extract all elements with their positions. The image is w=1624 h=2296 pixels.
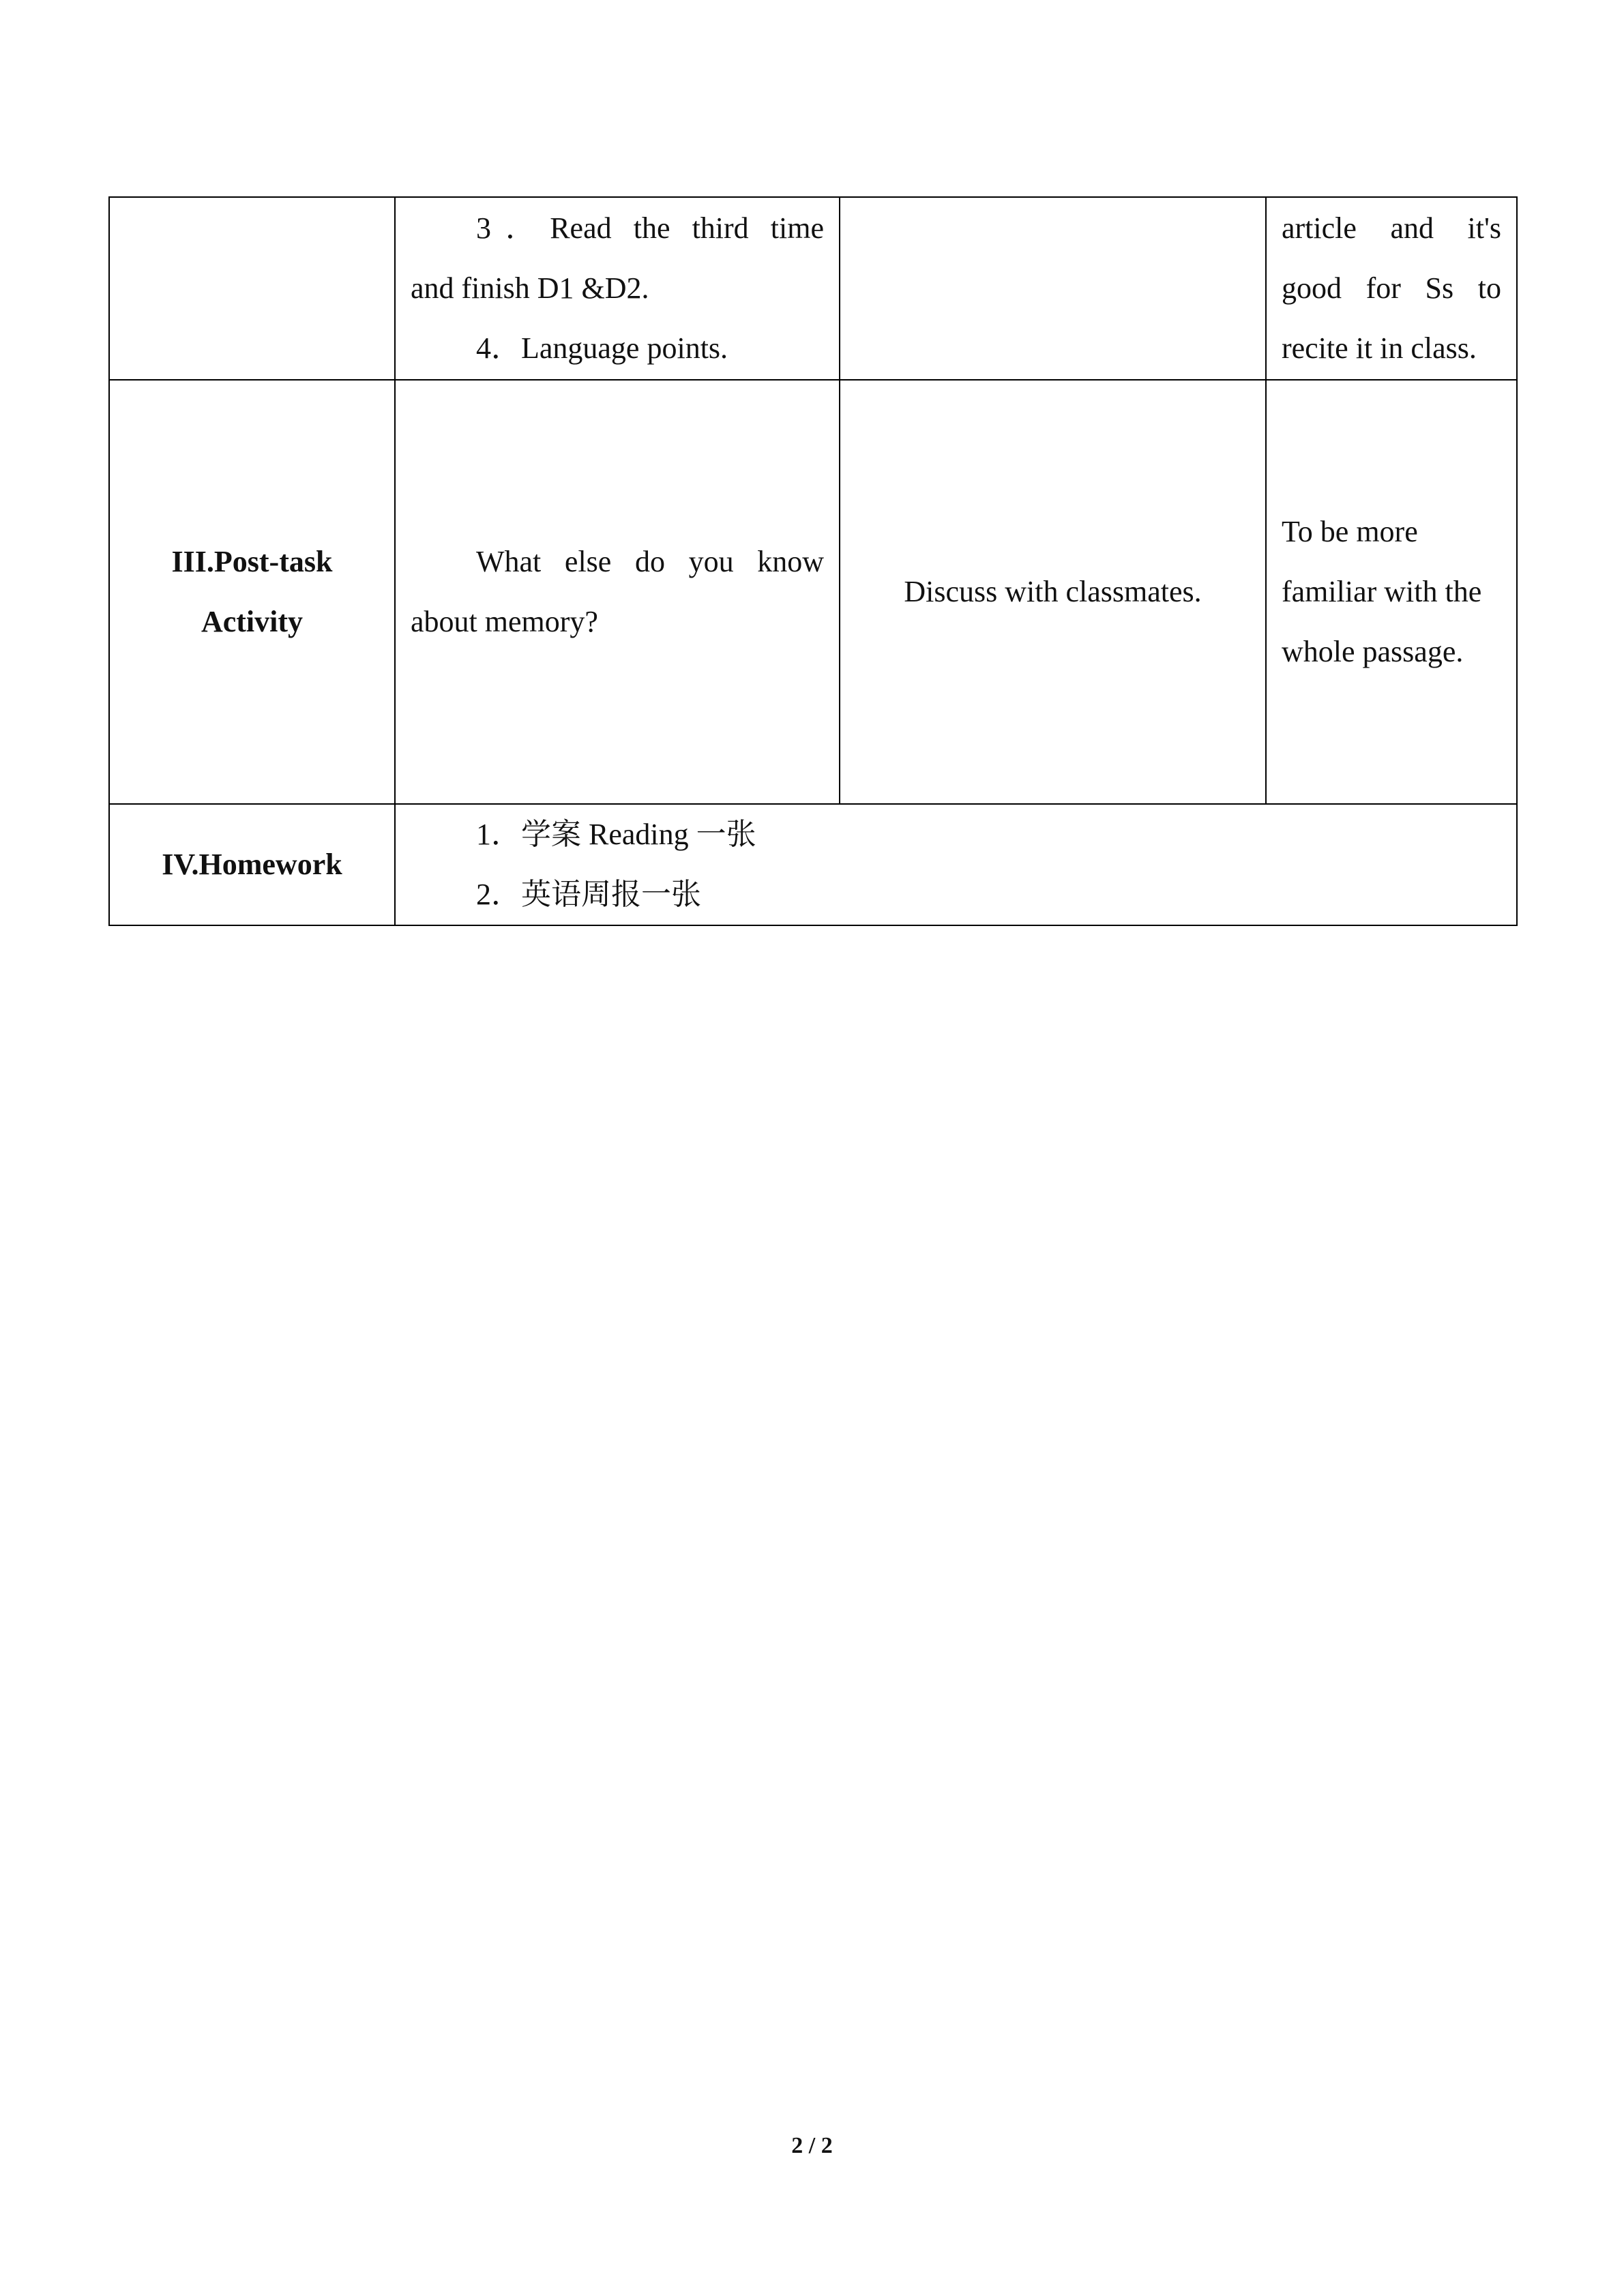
activity-line: and finish D1 &D2. (411, 271, 649, 305)
table-row (109, 197, 1517, 380)
teacher-activity-cell (395, 380, 840, 804)
purpose-cell (1266, 380, 1517, 804)
homework-item: 1．学案 Reading 一张 (476, 818, 756, 851)
stage-cell: IV.Homework (109, 804, 395, 925)
purpose-line: whole passage. (1282, 635, 1464, 668)
homework-item: 2．英语周报一张 (476, 878, 701, 911)
purpose-line: To be more (1282, 515, 1418, 548)
stage-cell-empty (109, 197, 395, 380)
homework-cell (395, 804, 1517, 925)
activity-line: 4．Language points. (476, 331, 728, 365)
table-row (109, 380, 1517, 804)
purpose-line: good for Ss to (1282, 271, 1501, 305)
student-activity-cell: Discuss with classmates. (840, 380, 1266, 804)
purpose-line: article and it's (1282, 211, 1501, 245)
stage-label: Activity (201, 605, 304, 638)
purpose-line: recite it in class. (1282, 331, 1477, 365)
teacher-activity-cell (395, 197, 840, 380)
table-row (109, 804, 1517, 925)
activity-line: What else do you know (476, 545, 824, 578)
student-activity-cell-empty (840, 197, 1266, 380)
purpose-cell (1266, 197, 1517, 380)
purpose-line: familiar with the (1282, 575, 1482, 608)
page-number: 2 / 2 (791, 2133, 833, 2158)
stage-label: III.Post-task (171, 545, 333, 578)
lesson-plan-table (108, 196, 1518, 926)
stage-cell (109, 380, 395, 804)
activity-line: about memory? (411, 605, 598, 638)
activity-line: 3．Read the third time (476, 211, 824, 245)
